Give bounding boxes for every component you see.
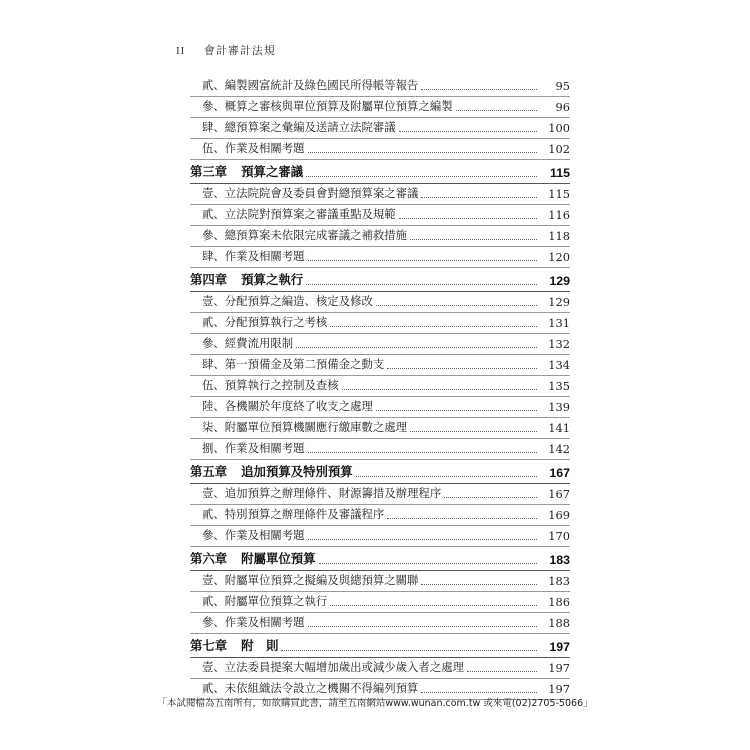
toc-chapter-row (190, 264, 570, 288)
toc-chapter-title (190, 270, 303, 288)
toc-entry-row (190, 588, 570, 609)
dot-leader (410, 430, 537, 432)
toc-entry-row (190, 414, 570, 435)
toc-entry-row (190, 180, 570, 201)
chapter-name: 附 則 (241, 638, 279, 653)
toc-entry-title: 柒、附屬單位預算機關應行繳庫數之處理 (202, 420, 408, 434)
toc-entry-row (190, 93, 570, 114)
toc-entry-title: 貳、特別預算之辦理條件及審議程序 (202, 507, 385, 521)
chapter-number: 第六章 (190, 551, 228, 566)
toc-page-number: 197 (548, 682, 570, 696)
chapter-name: 預算之執行 (241, 272, 304, 287)
dot-leader (308, 451, 537, 453)
toc-entry-row (190, 393, 570, 414)
toc-entry-title: 參、作業及相關考題 (202, 528, 305, 542)
toc-page-number: 129 (549, 274, 570, 288)
toc-entry-title: 壹、立法委員提案大幅增加歲出或減少歲入者之處理 (202, 660, 464, 674)
dot-leader (306, 175, 537, 177)
dot-leader (421, 88, 537, 90)
toc-chapter-row (190, 543, 570, 567)
toc-page-number: 100 (548, 121, 570, 135)
table-of-contents (190, 72, 570, 696)
toc-entry-row (190, 135, 570, 156)
toc-entry-row (190, 72, 570, 93)
toc-page-number: 96 (555, 100, 570, 114)
dot-leader (387, 517, 537, 519)
toc-entry-title: 參、概算之審核與單位預算及附屬單位預算之編製 (202, 99, 453, 113)
toc-page-number: 116 (548, 208, 570, 222)
dot-leader (308, 259, 537, 261)
dot-leader (330, 325, 537, 327)
toc-entry-row (190, 675, 570, 696)
dot-leader (376, 304, 537, 306)
toc-page-number: 118 (548, 229, 570, 243)
toc-entry-title: 壹、附屬單位預算之擬編及與總預算之關聯 (202, 573, 419, 587)
dot-leader (421, 583, 537, 585)
dot-leader (308, 151, 537, 153)
dot-leader (456, 109, 537, 111)
toc-entry-row (190, 567, 570, 588)
toc-entry-title: 伍、作業及相關考題 (202, 141, 305, 155)
toc-entry-row (190, 501, 570, 522)
toc-entry-title: 參、總預算案未依限完成審議之補救措施 (202, 228, 408, 242)
toc-page-number: 167 (548, 487, 570, 501)
toc-chapter-row (190, 630, 570, 654)
copyright-notice: 「本試閱檔為五南所有，如欲購買此書，請至五南網站www.wunan.com.tw 或來電(02)2705-5066」 (157, 698, 593, 709)
toc-entry-row (190, 201, 570, 222)
toc-chapter-title (190, 162, 303, 180)
dot-leader (399, 130, 537, 132)
toc-entry-row (190, 654, 570, 675)
dot-leader (467, 670, 537, 672)
toc-entry-title: 肆、第一預備金及第二預備金之動支 (202, 357, 385, 371)
toc-chapter-title (190, 636, 278, 654)
toc-chapter-title (190, 462, 353, 480)
toc-entry-row (190, 435, 570, 456)
toc-entry-row (190, 222, 570, 243)
toc-entry-row (190, 330, 570, 351)
toc-entry-title: 陸、各機關於年度終了收支之處理 (202, 399, 373, 413)
toc-page-number: 135 (548, 379, 570, 393)
toc-chapter-row (190, 456, 570, 480)
toc-entry-title: 捌、作業及相關考題 (202, 441, 305, 455)
toc-page-number: 142 (548, 442, 570, 456)
chapter-number: 第四章 (190, 272, 228, 287)
toc-page-number: 131 (548, 316, 570, 330)
toc-page-number: 188 (548, 616, 570, 630)
toc-page-number: 197 (549, 640, 570, 654)
running-head-title: 會計審計法規 (203, 44, 276, 57)
toc-entry-title: 參、作業及相關考題 (202, 615, 305, 629)
chapter-number: 第七章 (190, 638, 228, 653)
toc-entry-title: 貳、未依組織法令設立之機關不得編列預算 (202, 681, 419, 695)
toc-entry-row (190, 609, 570, 630)
toc-page-number: 102 (548, 142, 570, 156)
toc-entry-row (190, 522, 570, 543)
running-head (176, 42, 276, 58)
dot-leader (410, 238, 537, 240)
chapter-number: 第三章 (190, 164, 228, 179)
toc-page-number: 120 (548, 250, 570, 264)
toc-entry-title: 貳、分配預算執行之考核 (202, 315, 328, 329)
toc-entry-title: 壹、立法院院會及委員會對總預算案之審議 (202, 186, 419, 200)
toc-page-number: 183 (548, 574, 570, 588)
dot-leader (421, 196, 537, 198)
toc-page-number: 169 (548, 508, 570, 522)
toc-entry-title: 伍、預算執行之控制及查核 (202, 378, 339, 392)
dot-leader (399, 217, 537, 219)
dot-leader (308, 625, 537, 627)
toc-entry-row (190, 480, 570, 501)
dot-leader (376, 409, 537, 411)
dot-leader (319, 562, 537, 564)
chapter-number: 第五章 (190, 464, 228, 479)
chapter-name: 預算之審議 (241, 164, 304, 179)
toc-page-number: 95 (555, 79, 570, 93)
dot-leader (356, 475, 537, 477)
toc-page-number: 115 (550, 166, 570, 180)
toc-chapter-row (190, 156, 570, 180)
toc-entry-title: 參、經費流用限制 (202, 336, 294, 350)
toc-chapter-title (190, 549, 316, 567)
toc-entry-title: 壹、追加預算之辦理條件、財源籌措及辦理程序 (202, 486, 442, 500)
toc-entry-title: 貳、附屬單位預算之執行 (202, 594, 328, 608)
toc-page-number: 167 (549, 466, 570, 480)
toc-page-number: 197 (548, 661, 570, 675)
toc-page-number: 141 (548, 421, 570, 435)
toc-entry-title: 肆、總預算案之彙編及送請立法院審議 (202, 120, 396, 134)
toc-entry-row (190, 372, 570, 393)
dot-leader (281, 649, 537, 651)
dot-leader (330, 604, 537, 606)
dot-leader (308, 538, 537, 540)
dot-leader (444, 496, 537, 498)
toc-page-number: 129 (548, 295, 570, 309)
toc-page-number: 134 (548, 358, 570, 372)
toc-entry-row (190, 114, 570, 135)
toc-entry-row (190, 309, 570, 330)
toc-entry-title: 肆、作業及相關考題 (202, 249, 305, 263)
toc-entry-row (190, 243, 570, 264)
dot-leader (387, 367, 537, 369)
toc-page-number: 132 (548, 337, 570, 351)
dot-leader (296, 346, 537, 348)
toc-page-number: 183 (549, 553, 570, 567)
toc-page-number: 170 (548, 529, 570, 543)
toc-entry-title: 貳、編製國富統計及綠色國民所得帳等報告 (202, 78, 419, 92)
dot-leader (306, 283, 537, 285)
toc-entry-title: 貳、立法院對預算案之審議重點及規範 (202, 207, 396, 221)
chapter-name: 附屬單位預算 (241, 551, 316, 566)
toc-entry-row (190, 351, 570, 372)
toc-page-number: 139 (548, 400, 570, 414)
page-number: II (176, 45, 186, 57)
toc-entry-title: 壹、分配預算之編造、核定及修改 (202, 294, 373, 308)
chapter-name: 追加預算及特別預算 (241, 464, 353, 479)
dot-leader (421, 691, 537, 693)
toc-page-number: 186 (548, 595, 570, 609)
dot-leader (342, 388, 537, 390)
toc-entry-row (190, 288, 570, 309)
toc-page-number: 115 (548, 187, 570, 201)
